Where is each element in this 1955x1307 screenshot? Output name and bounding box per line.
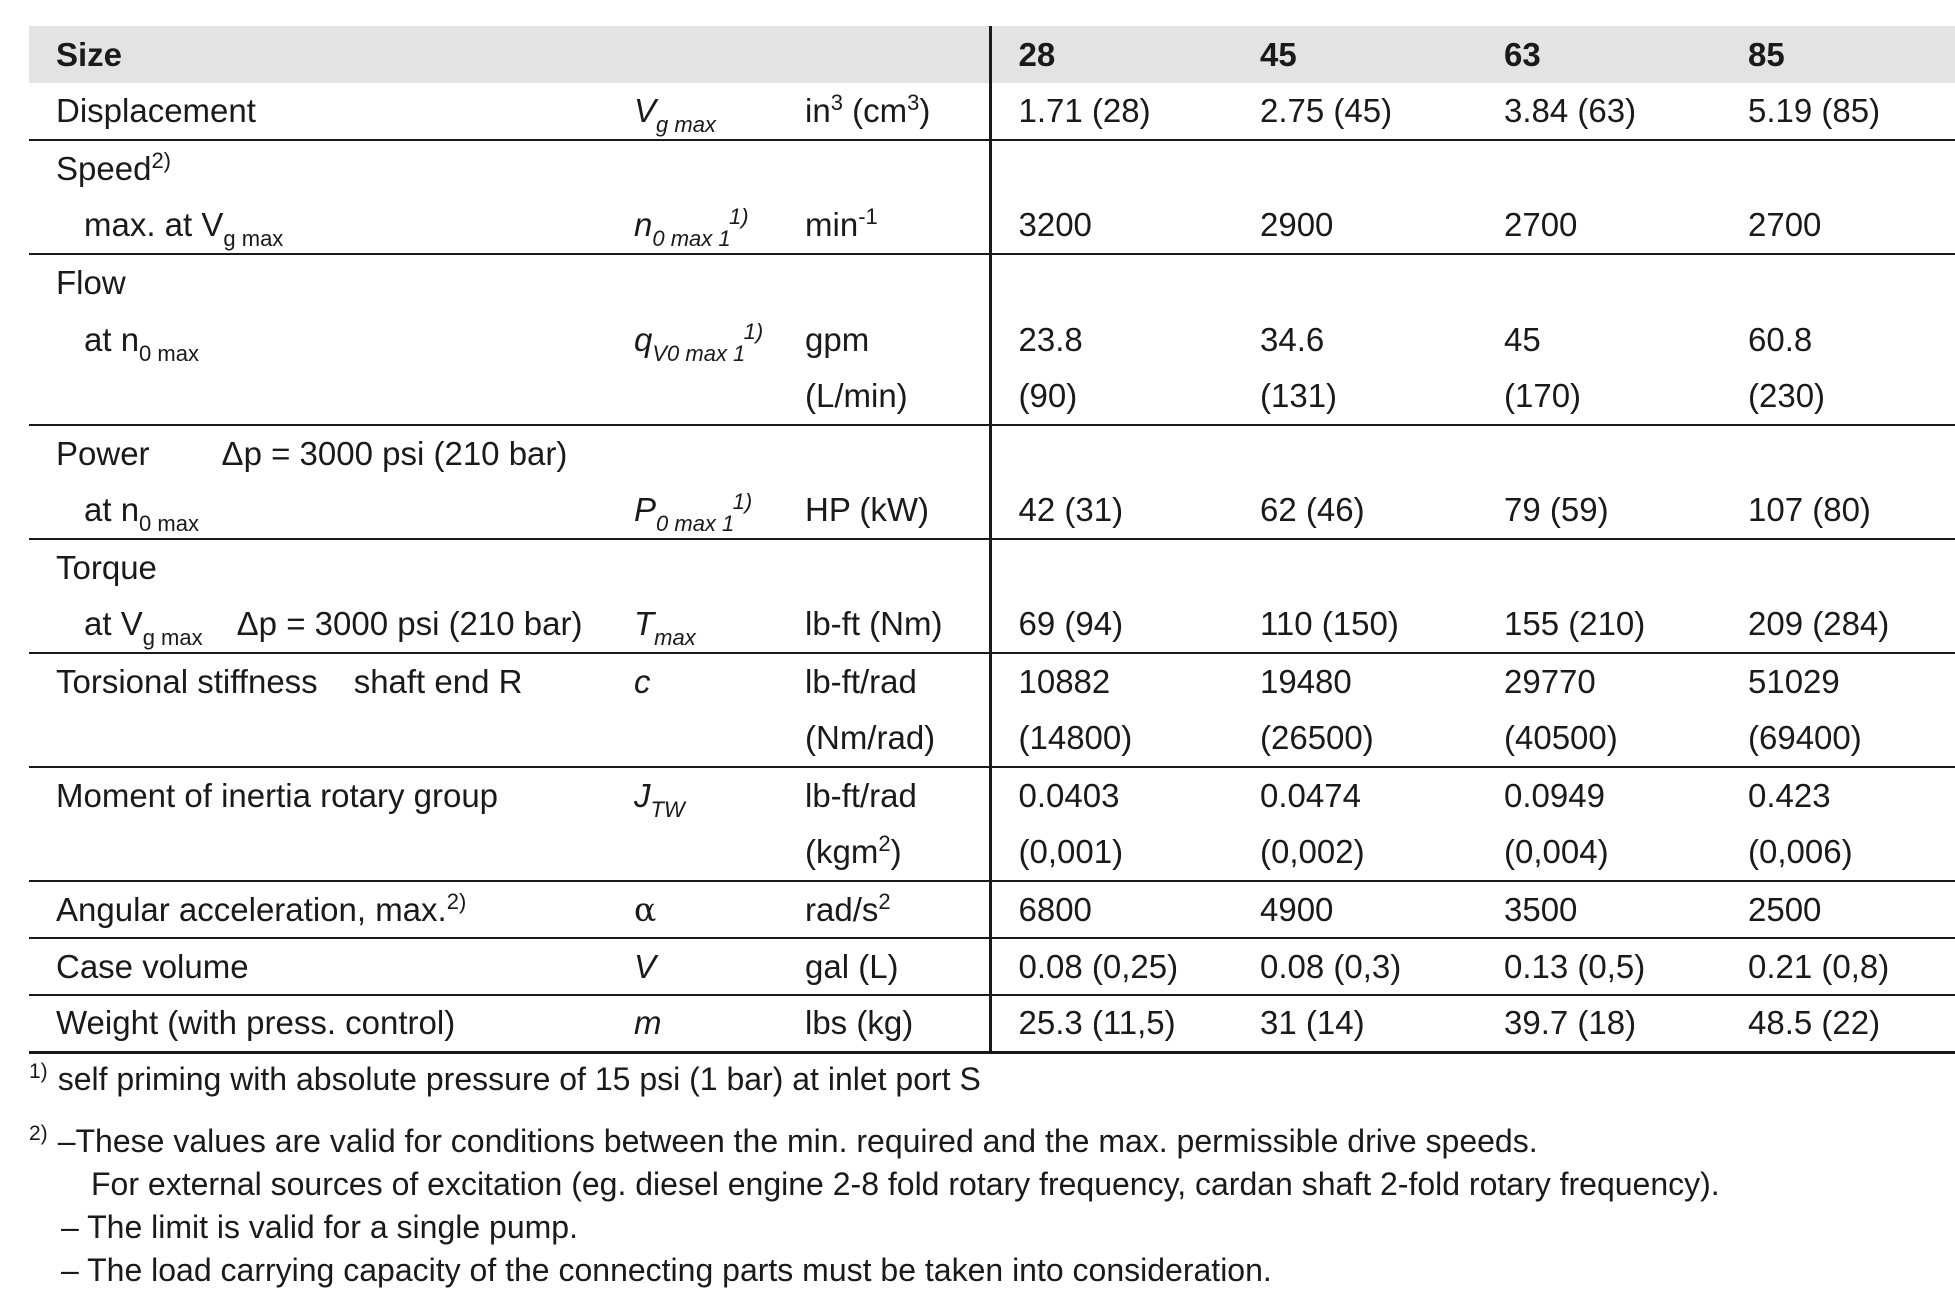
value-cell: (131) <box>1233 368 1477 425</box>
row-label: Displacement <box>29 83 634 140</box>
footnote-2 <box>29 1120 1720 1292</box>
value-cell: 2.75 (45) <box>1233 83 1477 140</box>
value-cell: 79 (59) <box>1477 482 1721 539</box>
footnote-line: –These values are valid for conditions between the min. required and the max. permissible drive speeds. <box>57 1123 1538 1159</box>
footnote-mark: 2) <box>29 1122 48 1145</box>
value-cell: 3200 <box>990 197 1233 254</box>
value-cell: 1.71 (28) <box>990 83 1233 140</box>
row-label: Case volume <box>29 938 634 995</box>
row-symbol: m <box>634 995 805 1052</box>
row-unit: lb-ft/rad <box>805 653 990 710</box>
angular-row <box>29 881 1955 938</box>
value-cell: 0.08 (0,3) <box>1233 938 1477 995</box>
row-sublabel: at $V_{g max}$ Δp = 3000 psi (210 bar) <box>29 596 634 653</box>
value-cell: 5.19 (85) <box>1721 83 1955 140</box>
row-unit: lb-ft (Nm) <box>805 596 990 653</box>
row-symbol: $P_{0 max 1}^{1)}$ <box>634 482 805 539</box>
value-cell: 2700 <box>1721 197 1955 254</box>
value-cell: 0.08 (0,25) <box>990 938 1233 995</box>
inertia-row <box>29 767 1955 824</box>
value-cell: 2700 <box>1477 197 1721 254</box>
value-cell: 45 <box>1504 320 1541 358</box>
row-sublabel: at $n_{0 max}$ <box>84 320 199 366</box>
value-cell: 42 (31) <box>990 482 1233 539</box>
flow-title-row <box>29 254 1955 311</box>
row-label: Weight (with press. control) <box>29 995 634 1052</box>
torque-row <box>29 596 1955 653</box>
value-cell: 29770 <box>1504 663 1596 700</box>
footnote-mark: 1) <box>29 1060 48 1083</box>
value-cell: (40500) <box>1477 710 1721 767</box>
value-cell: (0,004) <box>1477 824 1721 881</box>
value-cell: 19480 <box>1260 663 1352 700</box>
speed-title-row <box>29 140 1955 197</box>
value-cell: 0.13 (0,5) <box>1477 938 1721 995</box>
value-cell: 0.0474 <box>1260 777 1361 814</box>
header-row <box>29 26 1955 83</box>
power-title-row <box>29 425 1955 482</box>
size-85: 85 <box>1748 35 1785 73</box>
value-cell: (0,002) <box>1233 824 1477 881</box>
row-unit: HP (kW) <box>805 482 990 539</box>
row-label: Speed$^{2)}$ <box>56 148 171 187</box>
value-cell: (69400) <box>1721 710 1955 767</box>
torsional-row-metric <box>29 710 1955 767</box>
value-cell: 209 (284) <box>1721 596 1955 653</box>
spec-sheet <box>29 26 1955 1054</box>
row-symbol: V <box>634 938 805 995</box>
row-unit: $\min^{-1}$ <box>805 197 990 254</box>
footnote-text: self priming with absolute pressure of 15 psi (1 bar) at inlet port S <box>57 1061 981 1097</box>
value-cell: (170) <box>1477 368 1721 425</box>
row-label: Flow <box>56 264 126 301</box>
row-symbol: $J_{TW}$ <box>634 777 685 822</box>
row-symbol: $n_{0 max 1}^{1)}$ <box>634 197 805 254</box>
row-sublabel: max. at $V_{g max}$ <box>29 197 634 254</box>
value-cell: 6800 <box>990 881 1233 938</box>
value-cell: 23.8 <box>1018 320 1083 358</box>
row-unit: $in^3$ $(cm^3)$ <box>805 83 990 140</box>
footnote-line: For external sources of excitation (eg. diesel engine 2-8 fold rotary frequency, cardan shaft 2-fold rotary frequency). <box>91 1166 1720 1202</box>
value-cell: 25.3 (11,5) <box>990 995 1233 1052</box>
value-cell: 107 (80) <box>1721 482 1955 539</box>
size-label: Size <box>56 35 123 73</box>
row-label: Torque <box>56 549 157 586</box>
value-cell: 39.7 (18) <box>1477 995 1721 1052</box>
footnote-line: – The limit is valid for a single pump. <box>61 1209 578 1245</box>
value-cell: 3.84 (63) <box>1477 83 1721 140</box>
value-cell: 155 (210) <box>1477 596 1721 653</box>
value-cell: 69 (94) <box>990 596 1233 653</box>
speed-row <box>29 197 1955 254</box>
torque-title-row <box>29 539 1955 596</box>
row-unit: lbs (kg) <box>805 995 990 1052</box>
value-cell: 4900 <box>1233 881 1477 938</box>
row-unit: (kgm$^2$) <box>805 824 990 881</box>
size-63: 63 <box>1504 35 1541 73</box>
row-unit: (L/min) <box>805 368 990 425</box>
row-label: Power Δp = 3000 psi (210 bar) <box>56 435 568 472</box>
weight-row <box>29 995 1955 1052</box>
value-cell: 0.423 <box>1748 777 1831 814</box>
size-28: 28 <box>1018 35 1056 73</box>
inertia-row-metric <box>29 824 1955 881</box>
row-label: Angular acceleration, max.$^{2)}$ <box>29 881 634 938</box>
power-row <box>29 482 1955 539</box>
value-cell: 10882 <box>1018 663 1111 700</box>
value-cell: 0.21 (0,8) <box>1721 938 1955 995</box>
case-volume-row <box>29 938 1955 995</box>
row-condition: Δp = 3000 psi (210 bar) <box>221 435 568 472</box>
size-45: 45 <box>1260 35 1297 73</box>
row-symbol: $q_{V0 max 1}^{1)}$ <box>634 318 764 366</box>
value-cell: 34.6 <box>1260 320 1325 358</box>
value-cell: 60.8 <box>1748 320 1813 358</box>
row-unit: rad/$s^2$ <box>805 881 990 938</box>
flow-row <box>29 311 1955 368</box>
torsional-row <box>29 653 1955 710</box>
value-cell: 31 (14) <box>1233 995 1477 1052</box>
value-cell: 2500 <box>1721 881 1955 938</box>
row-condition: Δp = 3000 psi (210 bar) <box>236 605 583 642</box>
row-unit: gpm <box>805 311 990 368</box>
row-unit: (Nm/rad) <box>805 710 990 767</box>
row-label: Torsional stiffness shaft end R <box>56 663 523 700</box>
row-condition: shaft end R <box>353 663 523 700</box>
value-cell: (0,001) <box>990 824 1233 881</box>
row-sublabel: at $n_{0 max}$ <box>29 482 634 539</box>
value-cell: 0.0403 <box>1018 777 1120 814</box>
row-label: Moment of inertia rotary group <box>56 777 499 814</box>
footnote-line: – The load carrying capacity of the connecting parts must be taken into consideration. <box>61 1252 1272 1288</box>
row-symbol: α <box>634 881 805 938</box>
row-symbol: $V_{g max}$ <box>634 83 805 140</box>
row-unit: gal (L) <box>805 938 990 995</box>
value-cell: 3500 <box>1477 881 1721 938</box>
value-cell: (230) <box>1721 368 1955 425</box>
value-cell: 110 (150) <box>1233 596 1477 653</box>
footnote-1 <box>29 1058 981 1105</box>
value-cell: 2900 <box>1233 197 1477 254</box>
value-cell: (14800) <box>990 710 1233 767</box>
row-symbol: c <box>634 663 651 700</box>
value-cell: (26500) <box>1233 710 1477 767</box>
value-cell: 0.0949 <box>1504 777 1605 814</box>
flow-row-metric <box>29 368 1955 425</box>
value-cell: (0,006) <box>1721 824 1955 881</box>
value-cell: 48.5 (22) <box>1721 995 1955 1052</box>
row-unit: lb-ft/rad <box>805 767 990 824</box>
value-cell: 51029 <box>1748 663 1840 700</box>
displacement-row <box>29 83 1955 140</box>
value-cell: 62 (46) <box>1233 482 1477 539</box>
technical-data-table <box>29 26 1955 1054</box>
value-cell: (90) <box>990 368 1233 425</box>
row-symbol: $T_{max}$ <box>634 596 805 653</box>
